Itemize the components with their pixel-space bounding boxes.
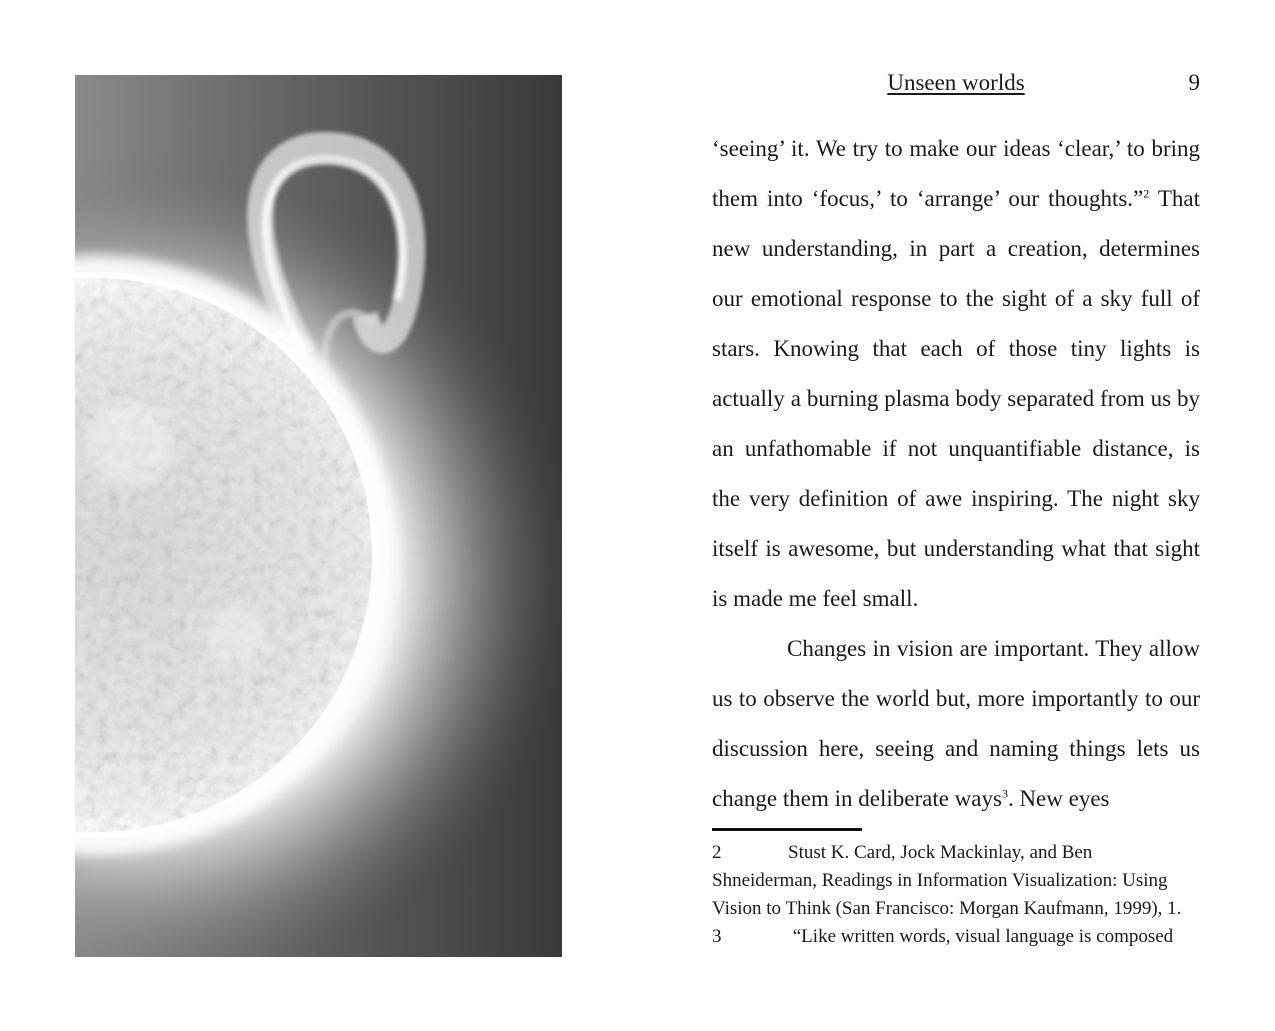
footnote-divider (712, 828, 862, 831)
running-title: Unseen worlds (887, 70, 1025, 95)
sun-photograph (75, 75, 562, 957)
footnote-text: “Like written words, visual language is composed (788, 926, 1174, 947)
footnote (712, 839, 1200, 923)
paragraph-text: . New eyes (1007, 786, 1110, 811)
paragraph (712, 624, 1200, 824)
sun-image (75, 75, 562, 957)
page-number: 9 (1188, 70, 1200, 95)
body-text (712, 124, 1200, 824)
footnotes (712, 839, 1200, 951)
footnote-text: Stust K. Card, Jock Mackinlay, and Ben Shneiderman, Readings in Information Visualization: Using Vision to Think (San Francisco: Morgan Kaufmann, 1999), 1. (712, 842, 1182, 919)
paragraph-text: That new understanding, in part a creation, determines our emotional response to the sight of a sky full of stars. Knowing that each of those tiny lights is actually a burning plasma body separated from us by an unfathomable if not unquantifiable distance, is the very definition of awe inspiring. The night sky itself is awesome, but understanding what that sight is made me feel small. (712, 186, 1201, 611)
footnote (712, 923, 1200, 951)
footnote-reference[interactable]: 2 (1143, 186, 1150, 201)
book-page (712, 70, 1200, 951)
paragraph (712, 124, 1200, 624)
footnote-number: 2 (712, 842, 722, 863)
paragraph-text: ‘seeing’ it. We try to make our ideas ‘clear,’ to bring them into ‘focus,’ to ‘arrange’ our thoughts.” (712, 136, 1200, 211)
footnote-number: 3 (712, 926, 722, 947)
running-head (712, 70, 1200, 104)
footnote-reference[interactable]: 3 (1001, 786, 1008, 801)
paragraph-text: Changes in vision are important. They allow us to observe the world but, more importantly to our discussion here, seeing and naming things lets us change them in deliberate ways (712, 636, 1200, 811)
